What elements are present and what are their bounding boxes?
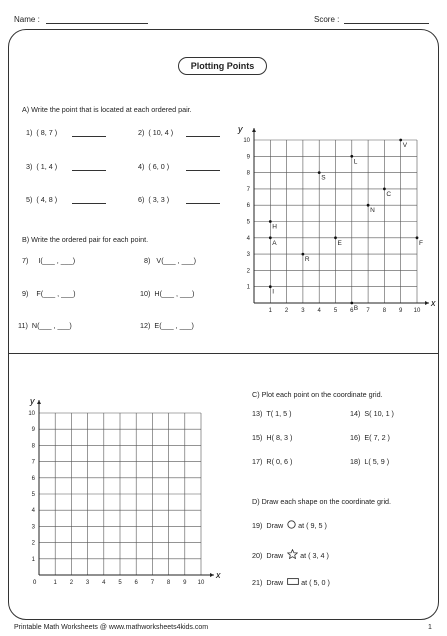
name-label: Name : bbox=[14, 15, 40, 24]
question-18: 18) L( 5, 9 ) bbox=[350, 457, 390, 466]
grid-2-y-axis-label: y bbox=[30, 396, 35, 406]
g2-x-tick-label: 10 bbox=[197, 580, 205, 586]
point-f bbox=[416, 236, 419, 239]
answer-4-blank[interactable] bbox=[186, 170, 220, 171]
point-r bbox=[302, 253, 305, 256]
grid-1-lines bbox=[254, 140, 417, 303]
g2-y-tick-label: 8 bbox=[31, 443, 35, 450]
g2-x-tick-label: 5 bbox=[118, 580, 122, 586]
grid-1-points bbox=[269, 139, 423, 312]
g1-x-tick-label: 9 bbox=[399, 308, 403, 314]
g1-x-tick-label: 10 bbox=[413, 308, 421, 314]
question-5: 5) ( 4, 8 ) bbox=[26, 195, 58, 204]
point-c bbox=[383, 188, 386, 191]
score-label: Score : bbox=[314, 15, 340, 24]
question-21: 21) Draw at ( 5, 0 ) bbox=[252, 578, 330, 587]
footer-text: Printable Math Worksheets @ www.mathworksheets4kids.com bbox=[14, 624, 209, 631]
point-label-b: B bbox=[353, 305, 359, 312]
rectangle-icon bbox=[287, 578, 299, 585]
question-8[interactable]: 8) V(___ , ___) bbox=[144, 256, 196, 265]
g2-x-tick-label: 4 bbox=[102, 580, 106, 586]
g1-x-arrow-icon bbox=[425, 301, 429, 305]
answer-6-blank[interactable] bbox=[186, 203, 220, 204]
point-label-r: R bbox=[304, 256, 310, 264]
point-label-h: H bbox=[272, 223, 278, 231]
g1-y-tick-label: 10 bbox=[243, 138, 250, 144]
answer-1-blank[interactable] bbox=[72, 136, 106, 137]
point-label-f: F bbox=[419, 239, 423, 247]
section-d-heading: D) Draw each shape on the coordinate grid. bbox=[252, 497, 392, 506]
answer-5-blank[interactable] bbox=[72, 203, 106, 204]
g2-y-tick-label: 2 bbox=[31, 540, 35, 547]
answer-2-blank[interactable] bbox=[186, 136, 220, 137]
answer-3-blank[interactable] bbox=[72, 170, 106, 171]
point-v bbox=[399, 139, 402, 142]
point-label-l: L bbox=[353, 158, 358, 166]
point-i bbox=[269, 285, 272, 288]
g2-x-tick-label: 7 bbox=[150, 580, 155, 586]
point-label-c: C bbox=[386, 190, 392, 198]
circle-icon bbox=[287, 520, 296, 529]
score-field[interactable] bbox=[344, 23, 429, 24]
g2-x-tick-label: 9 bbox=[183, 580, 187, 586]
g2-y-tick-label: 4 bbox=[31, 508, 35, 515]
question-20: 20) Draw at ( 3, 4 ) bbox=[252, 551, 329, 560]
question-9[interactable]: 9) F(___ , ___) bbox=[22, 289, 76, 298]
g1-y-tick-label: 8 bbox=[246, 170, 250, 177]
g1-y-tick-label: 6 bbox=[246, 203, 250, 210]
question-7[interactable]: 7) I(___ , ___) bbox=[22, 256, 76, 265]
g1-x-tick-label: 6 bbox=[350, 308, 354, 314]
g1-y-tick-label: 4 bbox=[246, 235, 250, 242]
question-4: 4) ( 6, 0 ) bbox=[138, 162, 170, 171]
grid-1-y-axis-label: y bbox=[238, 124, 243, 134]
question-2: 2) ( 10, 4 ) bbox=[138, 128, 174, 137]
g2-x-tick-label: 2 bbox=[69, 580, 74, 586]
g1-y-tick-label: 7 bbox=[246, 186, 250, 193]
g2-x-tick-label: 3 bbox=[85, 580, 90, 586]
g2-y-tick-label: 6 bbox=[31, 475, 35, 482]
question-3: 3) ( 1, 4 ) bbox=[26, 162, 58, 171]
g2-y-tick-label: 5 bbox=[31, 492, 35, 498]
g1-y-tick-label: 1 bbox=[246, 284, 250, 291]
question-14: 14) S( 10, 1 ) bbox=[350, 409, 394, 418]
question-13: 13) T( 1, 5 ) bbox=[252, 409, 292, 418]
point-e bbox=[334, 236, 337, 239]
section-divider bbox=[9, 353, 438, 354]
g1-x-tick-label: 8 bbox=[382, 308, 387, 314]
point-label-i: I bbox=[272, 288, 275, 296]
g1-x-tick-label: 3 bbox=[301, 308, 305, 314]
section-b-heading: B) Write the ordered pair for each point. bbox=[22, 235, 149, 244]
question-19: 19) Draw at ( 9, 5 ) bbox=[252, 521, 327, 530]
grid-1 bbox=[226, 116, 436, 322]
point-label-e: E bbox=[337, 239, 342, 247]
g2-y-tick-label: 10 bbox=[28, 411, 35, 417]
g1-y-tick-label: 9 bbox=[246, 154, 250, 161]
point-a bbox=[269, 236, 272, 239]
g1-x-tick-label: 2 bbox=[284, 308, 289, 314]
g2-y-tick-label: 1 bbox=[31, 556, 35, 563]
point-label-v: V bbox=[402, 142, 408, 149]
grid-1-x-axis-label: x bbox=[431, 298, 436, 308]
question-11[interactable]: 11) N(___ , ___) bbox=[18, 321, 72, 330]
name-field[interactable] bbox=[46, 23, 148, 24]
point-label-n: N bbox=[370, 207, 375, 215]
g2-x-arrow-icon bbox=[210, 573, 214, 577]
section-c-heading: C) Plot each point on the coordinate grid. bbox=[252, 390, 383, 399]
g2-y-arrow-icon bbox=[37, 400, 41, 404]
g1-y-arrow-icon bbox=[252, 128, 256, 132]
point-label-s: S bbox=[321, 174, 326, 182]
g1-y-tick-label: 2 bbox=[246, 268, 250, 275]
g2-y-tick-label: 7 bbox=[31, 459, 35, 466]
grid-2-lines bbox=[39, 413, 201, 575]
grid-2-origin-label: 0 bbox=[33, 580, 37, 586]
point-n bbox=[367, 204, 370, 207]
grid-2-x-axis-label: x bbox=[216, 570, 221, 580]
point-b bbox=[350, 302, 353, 305]
question-10[interactable]: 10) H(___ , ___) bbox=[140, 289, 195, 298]
question-15: 15) H( 8, 3 ) bbox=[252, 433, 293, 442]
point-h bbox=[269, 220, 272, 223]
grid-2-axes bbox=[28, 400, 214, 586]
g1-y-tick-label: 3 bbox=[246, 252, 250, 259]
point-l bbox=[350, 155, 353, 158]
point-s bbox=[318, 171, 321, 174]
g2-x-tick-label: 6 bbox=[134, 580, 138, 586]
question-17: 17) R( 0, 6 ) bbox=[252, 457, 293, 466]
question-1: 1) ( 8, 7 ) bbox=[26, 128, 58, 137]
g2-x-tick-label: 1 bbox=[53, 580, 57, 586]
question-6: 6) ( 3, 3 ) bbox=[138, 195, 170, 204]
star-icon bbox=[287, 549, 298, 559]
g1-x-tick-label: 5 bbox=[333, 308, 338, 314]
page-title: Plotting Points bbox=[178, 57, 267, 75]
question-12[interactable]: 12) E(___ , ___) bbox=[140, 321, 194, 330]
question-16: 16) E( 7, 2 ) bbox=[350, 433, 390, 442]
point-label-a: A bbox=[272, 239, 277, 247]
g2-x-tick-label: 8 bbox=[166, 580, 171, 586]
g2-y-tick-label: 3 bbox=[31, 524, 35, 531]
g1-x-tick-label: 4 bbox=[317, 308, 321, 314]
g1-x-tick-label: 1 bbox=[268, 308, 272, 314]
grid-2[interactable] bbox=[14, 388, 224, 598]
page-number: 1 bbox=[428, 624, 432, 631]
section-a-heading: A) Write the point that is located at each ordered pair. bbox=[22, 105, 192, 114]
g2-y-tick-label: 9 bbox=[31, 427, 35, 434]
g1-x-tick-label: 7 bbox=[366, 308, 370, 314]
g1-y-tick-label: 5 bbox=[246, 219, 250, 226]
